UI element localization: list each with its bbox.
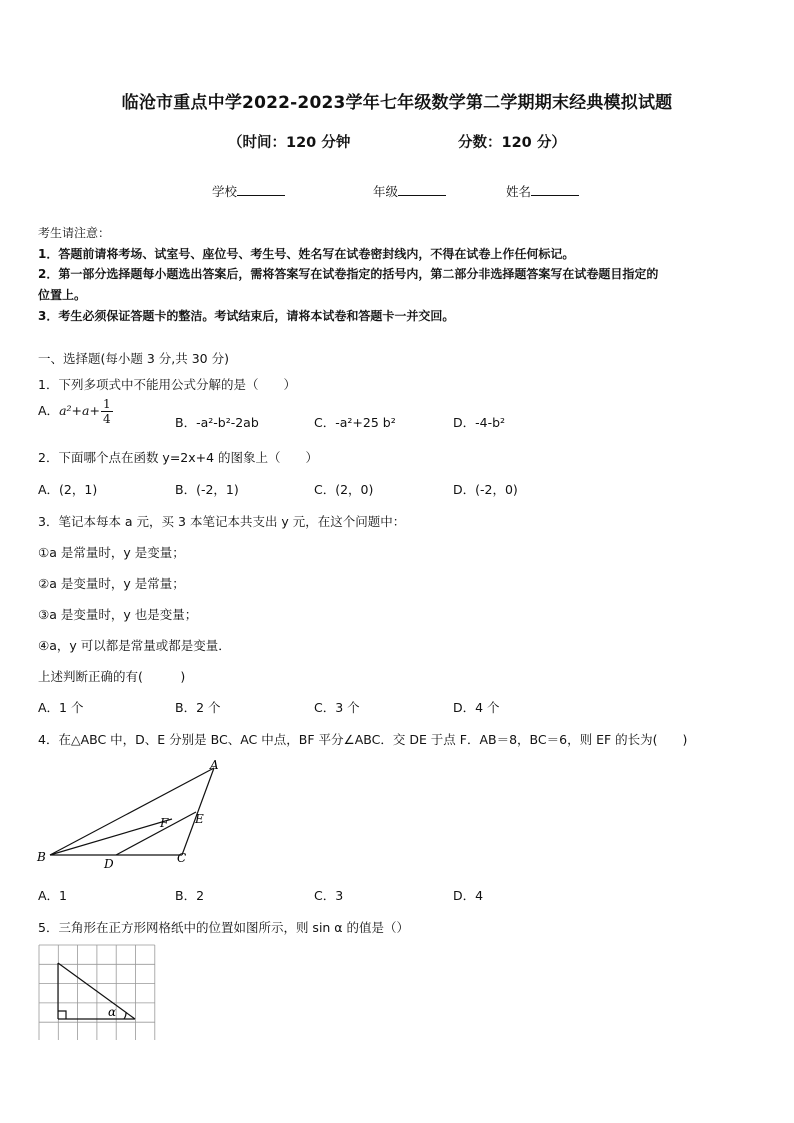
point-label-d: D (104, 857, 114, 871)
q4-option-c[interactable]: C．3 (314, 888, 344, 903)
q4-triangle-figure (30, 755, 230, 875)
q5-grid-figure (38, 944, 158, 1040)
name-blank[interactable] (531, 183, 579, 196)
school-blank[interactable] (237, 183, 285, 196)
name-field[interactable] (506, 182, 579, 200)
grade-field[interactable] (373, 182, 446, 200)
q4-option-b[interactable]: B．2 (175, 888, 205, 903)
q3-stem: 3．笔记本每本 a 元，买 3 本笔记本共支出 y 元，在这个问题中： (38, 514, 406, 529)
exam-time: （时间：120 分钟 (228, 135, 351, 151)
segment-ba (50, 768, 214, 855)
notice-item-2-cont: 位置上。 (38, 288, 87, 302)
alpha-arc (124, 1012, 126, 1019)
point-label-f: F (160, 816, 169, 830)
exam-score: 分数：120 分） (458, 135, 566, 151)
q1-option-c[interactable]: C．-a²+25 b² (314, 415, 396, 430)
q2-stem: 2．下面哪个点在函数 y=2x+4 的图象上（ ） (38, 450, 319, 465)
q4-option-a[interactable]: A．1 (38, 888, 68, 903)
q3-statement-4: ④a，y 可以都是常量或都是变量． (38, 638, 231, 653)
vertex-label-a: A (210, 758, 219, 772)
q3-option-d[interactable]: D．4 个 (453, 700, 500, 715)
q3-option-c[interactable]: C．3 个 (314, 700, 360, 715)
q1-stem: 1．下列多项式中不能用公式分解的是（ ） (38, 377, 296, 392)
page-title: 临沧市重点中学2022-2023学年七年级数学第二学期期末经典模拟试题 (121, 93, 673, 113)
square-grid (39, 945, 155, 1040)
q2-option-c[interactable]: C．(2，0) (314, 482, 374, 497)
alpha-label: α (108, 1005, 117, 1019)
point-label-e: E (195, 812, 204, 826)
grade-blank[interactable] (398, 183, 446, 196)
vertex-label-c: C (177, 851, 187, 865)
q1-option-d[interactable]: D．-4-b² (453, 415, 506, 430)
q1-option-b[interactable]: B．-a²-b²-2ab (175, 415, 259, 430)
notice-item-1: 1．答题前请将考场、试室号、座位号、考生号、姓名写在试卷密封线内，不得在试卷上作任何标记。 (38, 247, 575, 261)
q3-statement-1: ①a 是常量时，y 是变量； (38, 545, 185, 560)
vertex-label-b: B (37, 850, 46, 864)
name-label: 姓名 (506, 184, 532, 199)
q3-option-b[interactable]: B．2 个 (175, 700, 221, 715)
q3-statement-2: ②a 是变量时，y 是常量； (38, 576, 185, 591)
q2-option-b[interactable]: B．(-2，1) (175, 482, 239, 497)
school-field[interactable] (212, 182, 285, 200)
notice-heading: 考生请注意： (38, 226, 111, 240)
section-title: 一、选择题(每小题 3 分,共 30 分) (38, 351, 229, 366)
q1-fraction: $\frac{1}{4}$ (102, 397, 111, 426)
grade-label: 年级 (373, 184, 399, 199)
q2-option-a[interactable]: A．(2，1) (38, 482, 98, 497)
notice-item-2: 2．第一部分选择题每小题选出答案后，需将答案写在试卷指定的括号内，第二部分非选择题答案写在试卷题目指定的 (38, 267, 659, 281)
q2-option-d[interactable]: D．(-2，0) (453, 482, 518, 497)
q3-statement-3: ③a 是变量时，y 也是变量； (38, 607, 198, 622)
notice-item-3: 3．考生必须保证答题卡的整洁。考试结束后，请将本试卷和答题卡一并交回。 (38, 309, 455, 323)
segment-bf (50, 819, 172, 855)
q5-stem: 5．三角形在正方形网格纸中的位置如图所示，则 sin α 的值是（） (38, 920, 410, 935)
q4-option-d[interactable]: D．4 (453, 888, 484, 903)
q1-option-a[interactable]: A．a²+a+ $\frac{1}{4}$ (38, 397, 111, 426)
school-label: 学校 (212, 184, 238, 199)
q3-prompt: 上述判断正确的有( ) (38, 669, 186, 684)
right-angle-mark (58, 1011, 66, 1019)
q3-option-a[interactable]: A．1 个 (38, 700, 84, 715)
q4-stem: 4．在△ABC 中，D、E 分别是 BC、AC 中点，BF 平分∠ABC．交 DE 于点 F．AB＝8，BC＝6，则 EF 的长为( ) (38, 732, 688, 747)
